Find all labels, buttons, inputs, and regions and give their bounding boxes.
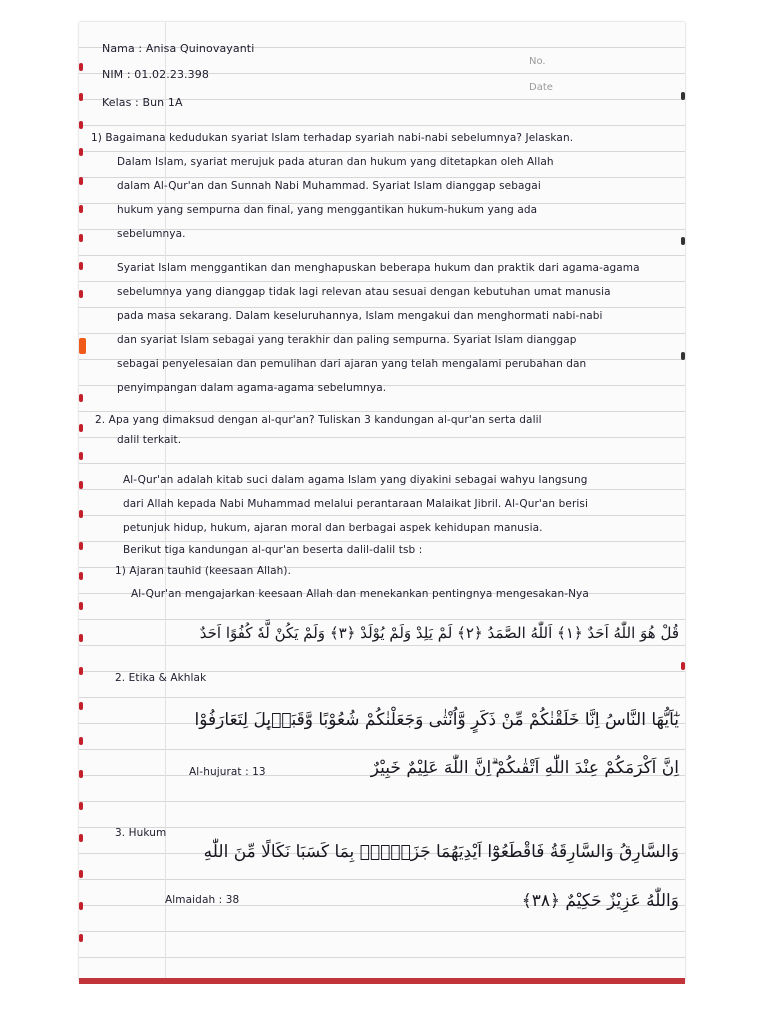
- q1-para2-line: penyimpangan dalam agama-agama sebelumnya.: [117, 382, 387, 394]
- q2-question-line: dalil terkait.: [117, 434, 182, 446]
- binding-mark: [79, 702, 83, 710]
- binding-mark: [79, 802, 83, 810]
- binding-mark: [79, 834, 83, 842]
- q2-answer-line: dari Allah kepada Nabi Muhammad melalui perantaraan Malaikat Jibril. Al-Qur'an berisi: [123, 498, 588, 510]
- item1-title: 1) Ajaran tauhid (keesaan Allah).: [115, 565, 292, 577]
- binding-mark: [79, 510, 83, 518]
- binding-mark: [79, 205, 83, 213]
- q1-line: 1) Bagaimana kedudukan syariat Islam terhadap syariah nabi-nabi sebelumnya? Jelaskan.: [91, 132, 574, 144]
- q1-para2-line: dan syariat Islam sebagai yang terakhir dan paling sempurna. Syariat Islam dianggap: [117, 334, 577, 346]
- binding-mark: [79, 93, 83, 101]
- item1-description: Al-Qur'an mengajarkan keesaan Allah dan menekankan pentingnya mengesakan-Nya: [131, 588, 589, 600]
- notebook-page: [79, 22, 685, 982]
- binding-mark: [79, 870, 83, 878]
- item2-title: 2. Etika & Akhlak: [115, 672, 207, 684]
- q2-answer-line: Berikut tiga kandungan al-qur'an beserta dalil-dalil tsb :: [123, 544, 423, 556]
- binding-mark: [79, 542, 83, 550]
- binding-mark: [79, 177, 83, 185]
- q1-para2-line: Syariat Islam menggantikan dan menghapuskan beberapa hukum dan praktik dari agama-agama: [117, 262, 640, 274]
- page-bottom-edge: [79, 978, 685, 984]
- binding-mark: [79, 452, 83, 460]
- q1-line: Dalam Islam, syariat merujuk pada aturan dan hukum yang ditetapkan oleh Allah: [117, 156, 554, 168]
- binding-mark: [79, 63, 83, 71]
- item3-reference: Almaidah : 38: [165, 894, 240, 906]
- item3-arabic-verse-line1: وَالسَّارِقُ وَالسَّارِقَةُ فَاقْطَعُوْٓا اَيْدِيَهُمَا جَزَاۤءًۢ بِمَا كَسَبَا نَكَالًا مِّنَ اللّٰهِ: [203, 842, 679, 862]
- student-nim: NIM : 01.02.23.398: [102, 68, 209, 81]
- item3-title: 3. Hukum: [115, 827, 167, 839]
- binding-mark: [79, 148, 83, 156]
- binding-mark: [681, 352, 685, 360]
- binding-mark: [681, 237, 685, 245]
- q2-answer-line: petunjuk hidup, hukum, ajaran moral dan berbagai aspek kehidupan manusia.: [123, 522, 543, 534]
- q1-para2-line: sebagai penyelesaian dan pemulihan dari ajaran yang telah mengalami perubahan dan: [117, 358, 587, 370]
- binding-mark: [79, 424, 83, 432]
- binding-mark: [79, 934, 83, 942]
- binding-mark: [681, 92, 685, 100]
- q1-line: sebelumnya.: [117, 228, 186, 240]
- item1-arabic-verse: قُلْ هُوَ اللّٰهُ اَحَدٌ ﴿١﴾ اَللّٰهُ الصَّمَدُ ﴿٢﴾ لَمْ يَلِدْ وَلَمْ يُوْلَدْ ﴿٣﴾ وَلَمْ يَكُنْ لَّهٗ كُفُوًا اَحَدٌ: [199, 624, 679, 642]
- binding-mark: [79, 737, 83, 745]
- item2-reference: Al-hujurat : 13: [189, 766, 266, 778]
- binding-mark: [79, 234, 83, 242]
- q1-line: dalam Al-Qur'an dan Sunnah Nabi Muhammad. Syariat Islam dianggap sebagai: [117, 180, 541, 192]
- binding-mark: [79, 770, 83, 778]
- student-class: Kelas : Bun 1A: [102, 96, 183, 109]
- q2-question-line: 2. Apa yang dimaksud dengan al-qur'an? Tuliskan 3 kandungan al-qur'an serta dalil: [95, 414, 542, 426]
- binding-mark: [79, 121, 83, 129]
- binding-mark: [79, 634, 83, 642]
- q1-para2-line: pada masa sekarang. Dalam keseluruhannya, Islam mengakui dan menghormati nabi-nabi: [117, 310, 603, 322]
- binding-mark: [79, 602, 83, 610]
- binding-mark: [79, 262, 83, 270]
- binding-mark: [79, 394, 83, 402]
- item2-arabic-verse-line2: اِنَّ اَكْرَمَكُمْ عِنْدَ اللّٰهِ اَتْقٰىكُمْ ۗاِنَّ اللّٰهَ عَلِيْمٌ خَبِيْرٌ: [370, 758, 679, 778]
- item3-arabic-verse-line2: وَاللّٰهُ عَزِيْزٌ حَكِيْمٌ ﴿٣٨﴾: [521, 891, 679, 911]
- binding-mark: [79, 338, 86, 354]
- binding-mark: [79, 667, 83, 675]
- student-name: Nama : Anisa Quinovayanti: [102, 42, 255, 55]
- q1-para2-line: sebelumnya yang dianggap tidak lagi relevan atau sesuai dengan kebutuhan umat manusia: [117, 286, 611, 298]
- binding-mark: [79, 572, 83, 580]
- q1-line: hukum yang sempurna dan final, yang menggantikan hukum-hukum yang ada: [117, 204, 538, 216]
- q2-answer-line: Al-Qur'an adalah kitab suci dalam agama Islam yang diyakini sebagai wahyu langsung: [123, 474, 588, 486]
- binding-mark: [79, 481, 83, 489]
- binding-mark: [79, 902, 83, 910]
- item2-arabic-verse-line1: يٰٓاَيُّهَا النَّاسُ اِنَّا خَلَقْنٰكُمْ مِّنْ ذَكَرٍ وَّاُنْثٰى وَجَعَلْنٰكُمْ شُعُوْبًا وَّقَبَاۤىِٕلَ لِتَعَارَفُوْا: [194, 710, 679, 730]
- binding-mark: [79, 290, 83, 298]
- no-label: No.: [529, 56, 546, 67]
- date-label: Date: [529, 82, 553, 93]
- binding-mark: [681, 662, 685, 670]
